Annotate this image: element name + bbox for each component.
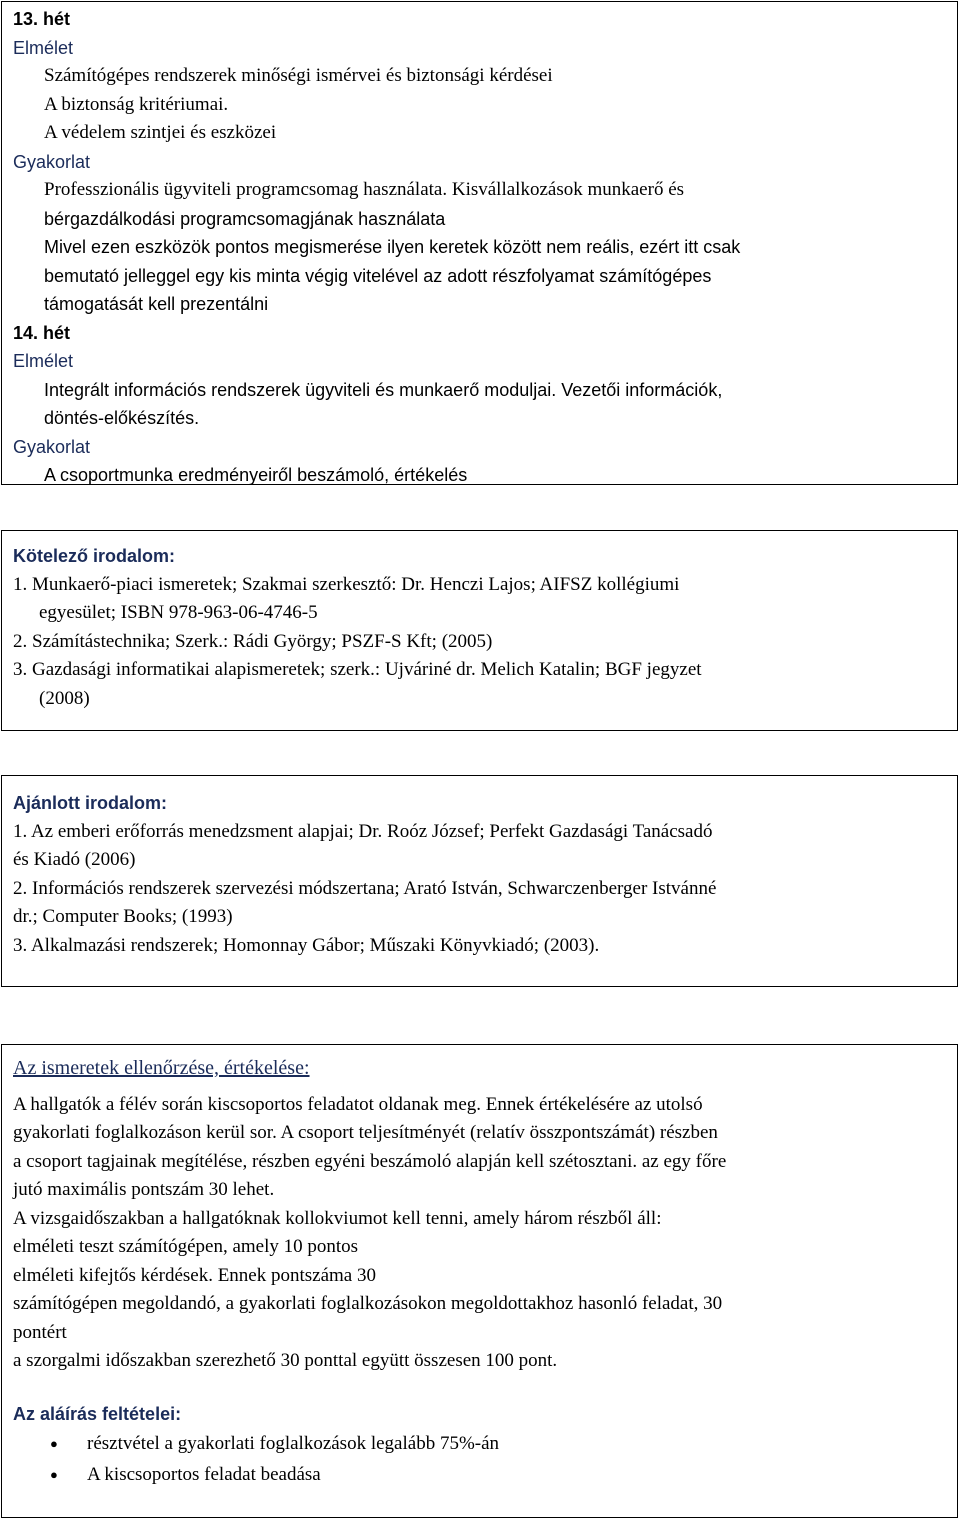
- week14-theory-label: Elmélet: [13, 351, 74, 371]
- assessment-text: számítógépen megoldandó, a gyakorlati foglalkozásokon megoldottakhoz hasonló feladat, 30: [13, 1293, 723, 1314]
- list-item: ● résztvétel a gyakorlati foglalkozások legalább 75%-án: [13, 1430, 957, 1459]
- assessment-text: elméleti kifejtős kérdések. Ennek pontszáma 30: [13, 1264, 376, 1286]
- assessment-text: gyakorlati foglalkozáson kerül sor. A csoport teljesítményét (relatív összpontszámát) részben: [13, 1122, 718, 1143]
- list-item: ● A kiscsoportos feladat beadása: [13, 1461, 957, 1490]
- assessment-text: pontért: [13, 1321, 67, 1343]
- week14-theory-text: döntés-előkészítés.: [44, 408, 200, 428]
- week13-theory-item: A biztonság kritériumai.: [44, 93, 229, 115]
- recommended-literature-box: [1, 775, 958, 987]
- assessment-text: A vizsgaidőszakban a hallgatóknak kollokviumot kell tenni, amely három részből áll:: [13, 1207, 662, 1229]
- required-literature-heading: Kötelező irodalom:: [13, 546, 176, 566]
- recommended-literature-item: 2. Információs rendszerek szervezési módszertana; Arató István, Schwarczenberger Istvánné: [13, 877, 717, 899]
- signature-conditions-list: [13, 1430, 957, 1489]
- week14-theory-text: Integrált információs rendszerek ügyviteli és munkaerő moduljai. Vezetői információk,: [44, 379, 723, 400]
- week13-practice-text: Professzionális ügyviteli programcsomag használata. Kisvállalkozások munkaerő és: [44, 179, 685, 200]
- week13-practice-label: Gyakorlat: [13, 151, 91, 172]
- recommended-literature-item: és Kiadó (2006): [13, 849, 136, 870]
- assessment-heading: Az ismeretek ellenőrzése, értékelése:: [13, 1057, 310, 1079]
- week14-practice-text: A csoportmunka eredményeiről beszámoló, értékelés: [44, 465, 468, 485]
- required-literature-item: 1. Munkaerő-piaci ismeretek; Szakmai szerkesztő: Dr. Henczi Lajos; AIFSZ kollégiumi: [13, 573, 680, 595]
- week13-title: 13. hét: [13, 9, 71, 29]
- recommended-literature-heading: Ajánlott irodalom:: [13, 793, 167, 813]
- week-schedule-box: [1, 1, 958, 485]
- week13-practice-text: bérgazdálkodási programcsomagjának használata: [44, 208, 446, 229]
- recommended-literature-item: dr.; Computer Books; (1993): [13, 906, 233, 927]
- week13-theory-label: Elmélet: [13, 37, 74, 58]
- assessment-text: jutó maximális pontszám 30 lehet.: [13, 1179, 275, 1200]
- recommended-literature-item: 1. Az emberi erőforrás menedzsment alapjai; Dr. Roóz József; Perfekt Gazdasági Tanácsadó: [13, 820, 713, 842]
- week13-practice-text: bemutató jelleggel egy kis minta végig vitelével az adott részfolyamat számítógépes: [44, 265, 712, 286]
- week13-practice-text: támogatását kell prezentálni: [44, 294, 269, 314]
- recommended-literature-item: 3. Alkalmazási rendszerek; Homonnay Gábor; Műszaki Könyvkiadó; (2003).: [13, 934, 600, 956]
- week13-practice-text: Mivel ezen eszközök pontos megismerése ilyen keretek között nem reális, ezért itt csak: [44, 237, 741, 257]
- assessment-text: a csoport tagjainak megítélése, részben egyéni beszámoló alapján kell szétosztani. az egy főre: [13, 1150, 727, 1172]
- week14-title: 14. hét: [13, 322, 71, 343]
- signature-conditions-heading: Az aláírás feltételei:: [13, 1403, 182, 1424]
- week14-practice-label: Gyakorlat: [13, 436, 91, 457]
- assessment-text: A hallgatók a félév során kiscsoportos feladatot oldanak meg. Ennek értékelésére az utolsó: [13, 1093, 703, 1115]
- assessment-box: [1, 1044, 958, 1518]
- required-literature-item: (2008): [39, 687, 90, 709]
- required-literature-item: egyesület; ISBN 978-963-06-4746-5: [39, 602, 318, 623]
- required-literature-box: [1, 530, 958, 731]
- required-literature-item: 3. Gazdasági informatikai alapismeretek; szerk.: Ujváriné dr. Melich Katalin; BGF jegyzet: [13, 659, 702, 680]
- assessment-text: elméleti teszt számítógépen, amely 10 pontos: [13, 1236, 359, 1257]
- assessment-text: a szorgalmi időszakban szerezhető 30 ponttal együtt összesen 100 pont.: [13, 1350, 558, 1371]
- week13-theory-item: Számítógépes rendszerek minőségi ismérvei és biztonsági kérdései: [44, 65, 553, 86]
- week13-theory-item: A védelem szintjei és eszközei: [44, 122, 277, 143]
- required-literature-item: 2. Számítástechnika; Szerk.: Rádi György; PSZF-S Kft; (2005): [13, 630, 493, 652]
